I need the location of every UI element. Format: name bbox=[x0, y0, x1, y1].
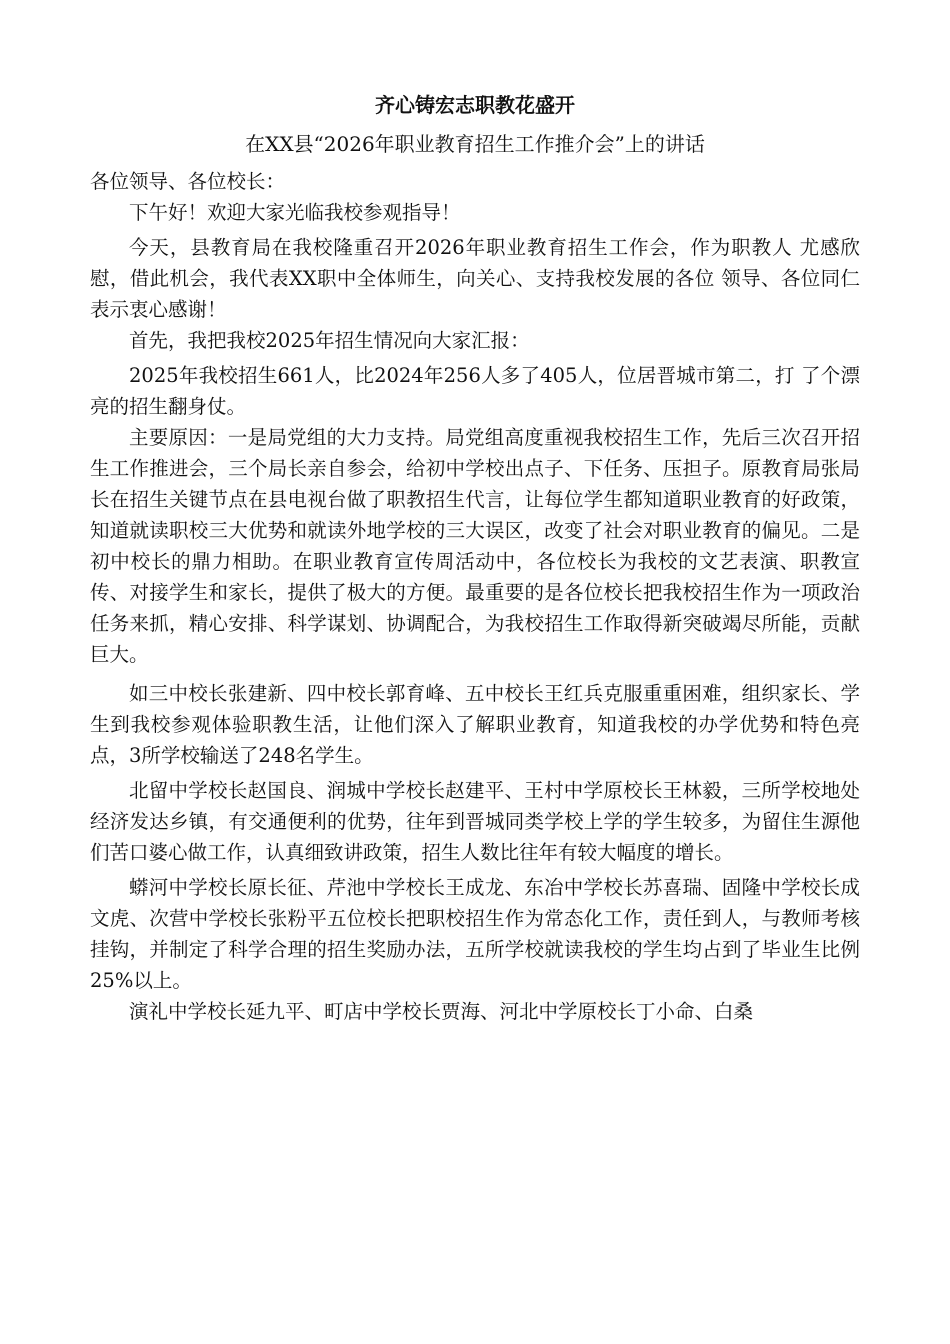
paragraph-report-intro: 首先，我把我校2025年招生情况向大家汇报： bbox=[129, 329, 530, 352]
paragraph-yanli-dingdian: 演礼中学校长延九平、町店中学校长贾海、河北中学原校长丁小命、白桑 bbox=[129, 1000, 754, 1023]
paragraph-thanks: 今天，县教育局在我校隆重召开2026年职业教育招生工作会，作为职教人 尤感欣慰，借此机会，我代表XX职中全体师生，向关心、支持我校发展的各位 领导、各位同仁表示衷心感谢！ bbox=[90, 236, 860, 321]
document-subtitle: 在XX县“2026年职业教育招生工作推介会”上的讲话 bbox=[245, 132, 705, 156]
document-title: 齐心铸宏志职教花盛开 bbox=[375, 93, 575, 117]
paragraph-five-principals: 蟒河中学校长原长征、芹池中学校长王成龙、东冶中学校长苏喜瑞、固隆中学校长成文虎、次营中学校长张粉平五位校长把职校招生作为常态化工作，责任到人，与教师考核挂钩，并制定了科学合理的招生奖励办法，五所学校就读我校的学生均占到了毕业生比例25%以上。 bbox=[90, 876, 860, 992]
paragraph-third-fourth-fifth-schools: 如三中校长张建新、四中校长郭育峰、五中校长王红兵克服重重困难，组织家长、学生到我校参观体验职教生活，让他们深入了解职业教育，知道我校的办学优势和特色亮点，3所学校输送了248名学生。 bbox=[90, 682, 860, 767]
paragraph-enrollment-result: 2025年我校招生661人，比2024年256人多了405人，位居晋城市第二，打 了个漂亮的招生翻身仗。 bbox=[90, 364, 860, 418]
document-body bbox=[90, 166, 860, 1027]
salutation: 各位领导、各位校长： bbox=[90, 170, 286, 193]
paragraph-beiliu-runcheng-wangcun: 北留中学校长赵国良、润城中学校长赵建平、王村中学原校长王林毅，三所学校地处经济发达乡镇，有交通便利的优势，往年到晋城同类学校上学的学生较多，为留住生源他们苦口婆心做工作，认真细致讲政策，招生人数比往年有较大幅度的增长。 bbox=[90, 779, 860, 864]
paragraph-greeting: 下午好！欢迎大家光临我校参观指导！ bbox=[129, 201, 461, 224]
paragraph-main-reasons: 主要原因：一是局党组的大力支持。局党组高度重视我校招生工作，先后三次召开招生工作推进会，三个局长亲自参会，给初中学校出点子、下任务、压担子。原教育局张局长在招生关键节点在县电视台做了职教招生代言，让每位学生都知道职业教育的好政策，知道就读职校三大优势和就读外地学校的三大误区，改变了社会对职业教育的偏见。二是初中校长的鼎力相助。在职业教育宣传周活动中，各位校长为我校的文艺表演、职教宣传、对接学生和家长，提供了极大的方便。最重要的是各位校长把我校招生作为一项政治任务来抓，精心安排、科学谋划、协调配合，为我校招生工作取得新突破竭尽所能，贡献巨大。 bbox=[90, 426, 860, 666]
